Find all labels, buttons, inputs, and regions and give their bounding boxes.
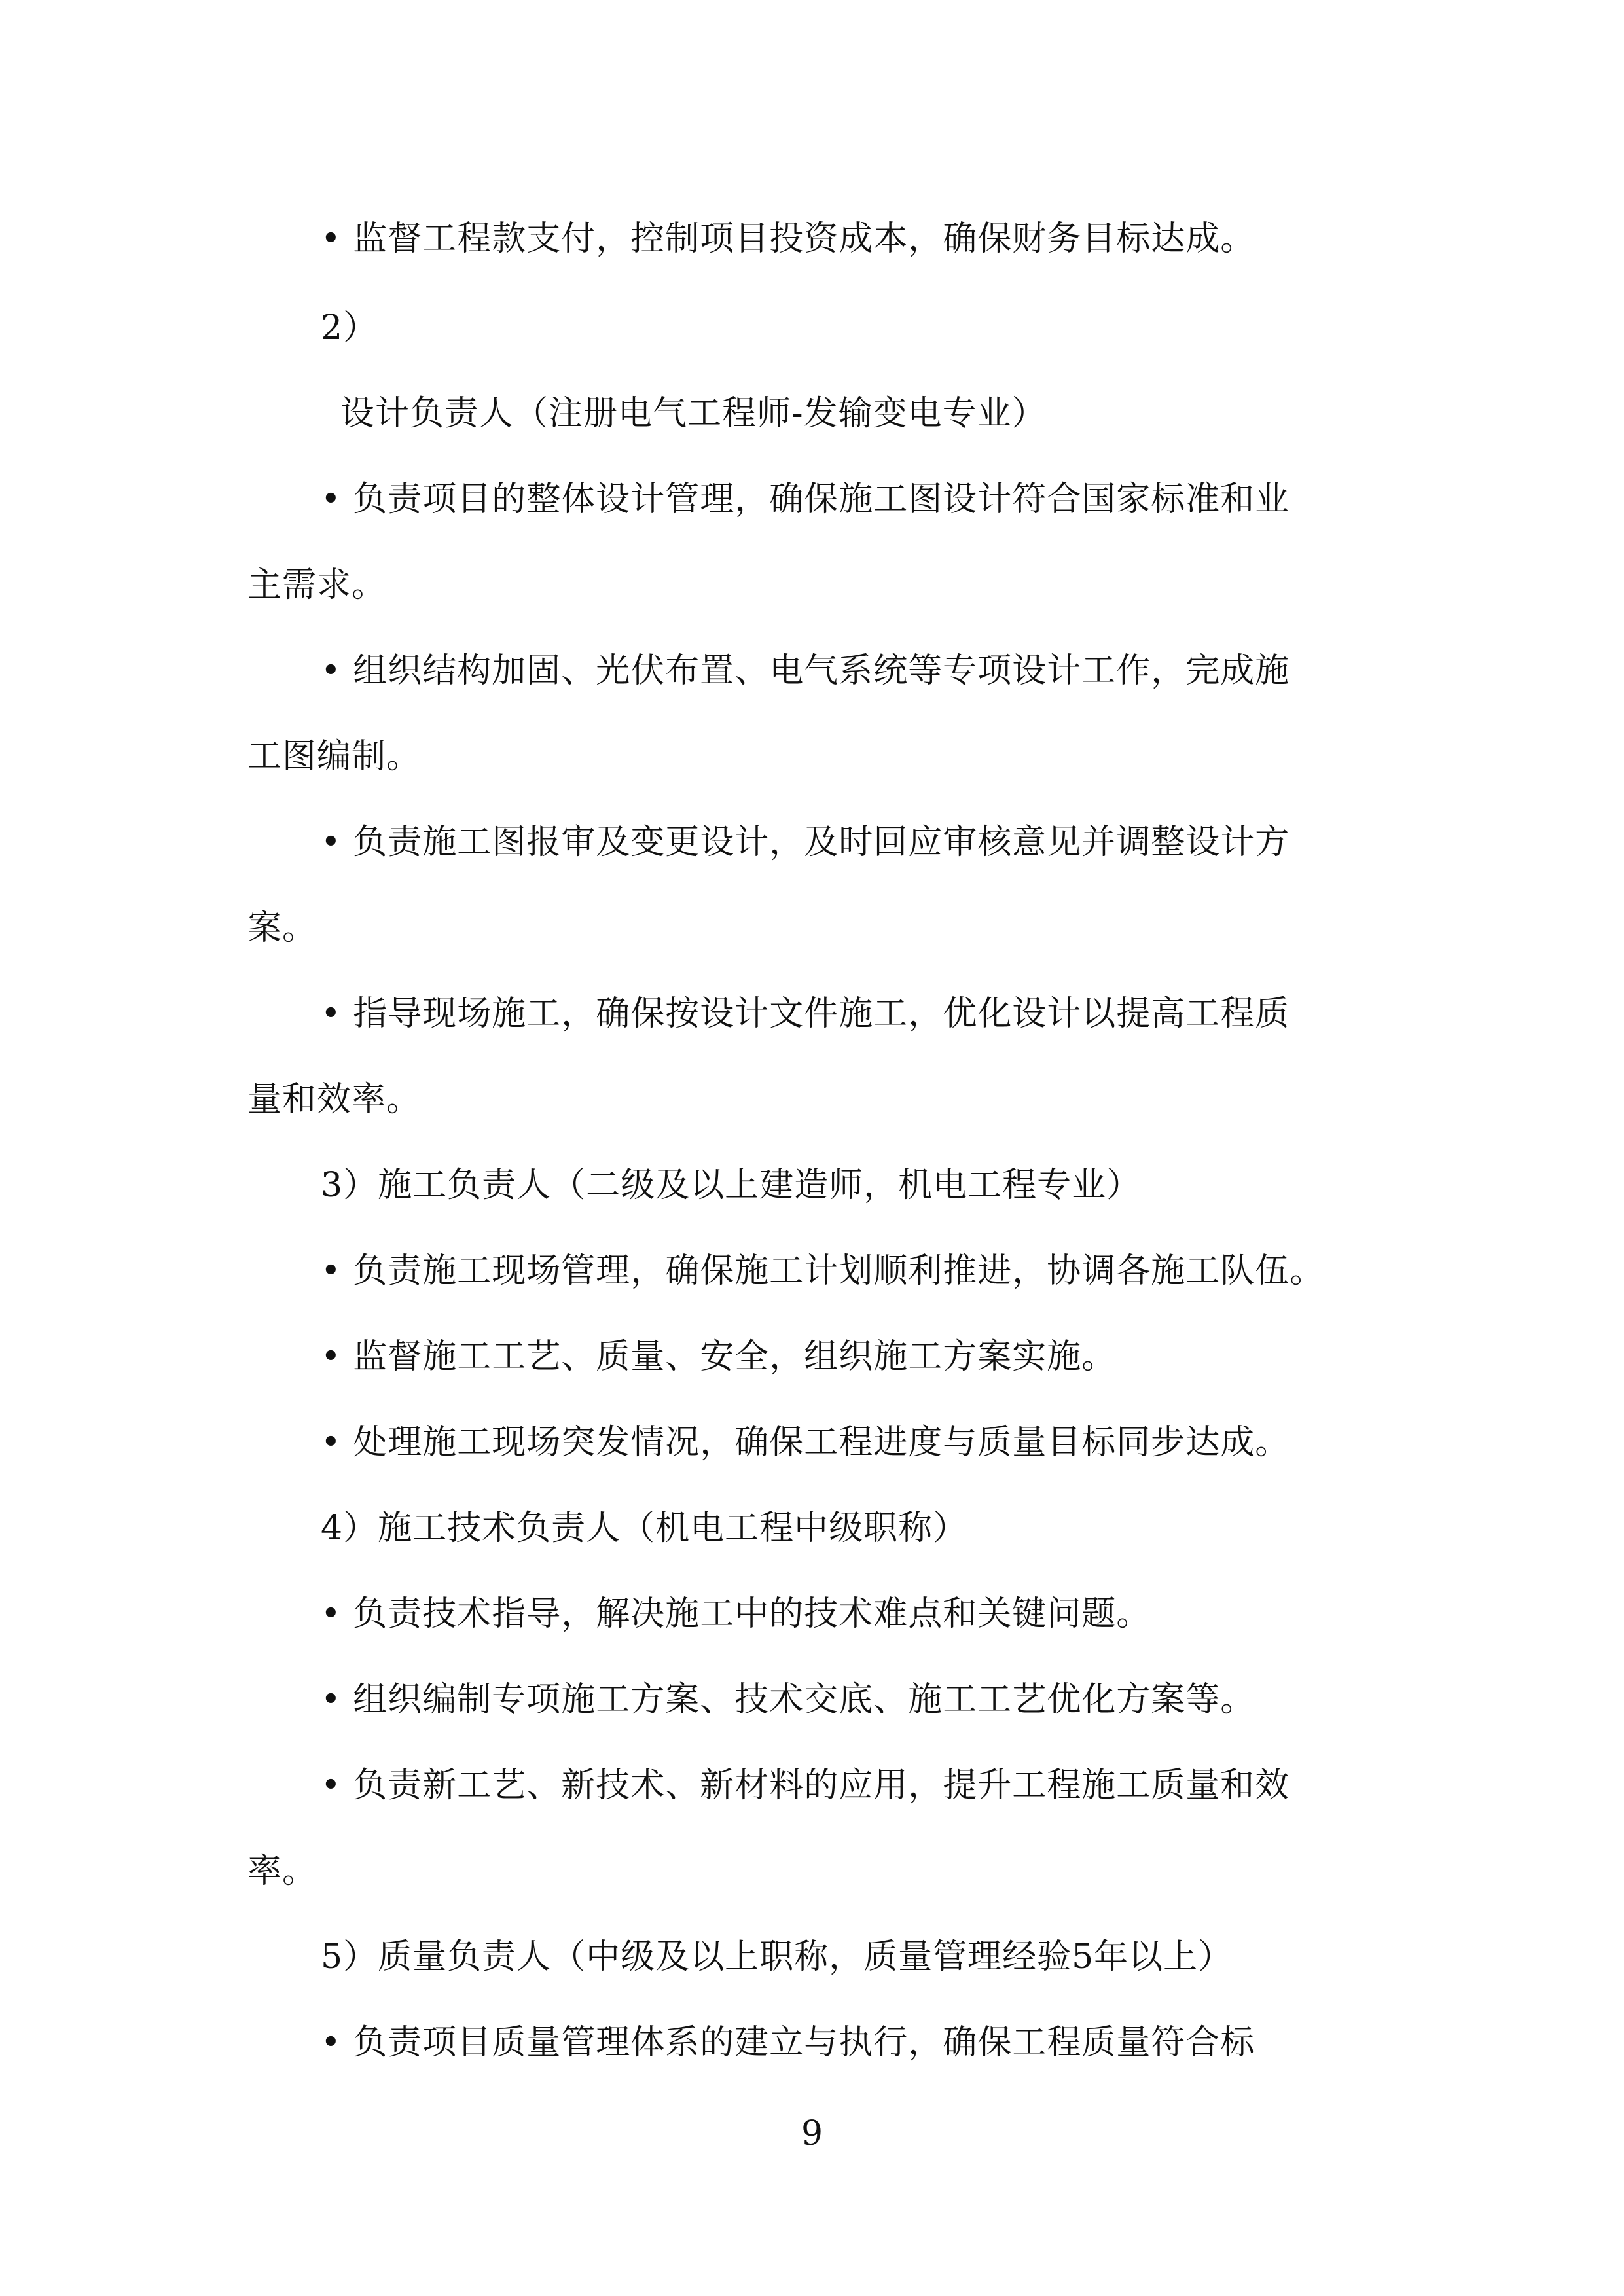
quality-bullet-1: • 负责项目质量管理体系的建立与执行，确保工程质量符合标 <box>321 2023 1255 2062</box>
technical-bullet-3-cont: 率。 <box>247 1852 317 1891</box>
design-bullet-2: • 组织结构加固、光伏布置、电气系统等专项设计工作，完成施 <box>321 651 1290 691</box>
page-number: 9 <box>801 2114 823 2153</box>
technical-bullet-1: • 负责技术指导，解决施工中的技术难点和关键问题。 <box>321 1594 1151 1634</box>
design-bullet-3-cont: 案。 <box>247 908 317 948</box>
technical-bullet-3: • 负责新工艺、新技术、新材料的应用，提升工程施工质量和效 <box>321 1766 1290 1805</box>
design-bullet-4-cont: 量和效率。 <box>247 1080 422 1119</box>
section-5-heading: 5）质量负责人（中级及以上职称，质量管理经验5年以上） <box>321 1937 1233 1977</box>
section-4-heading: 4）施工技术负责人（机电工程中级职称） <box>321 1509 968 1548</box>
design-bullet-2-cont: 工图编制。 <box>247 737 422 776</box>
construction-bullet-1: • 负责施工现场管理，确保施工计划顺利推进，协调各施工队伍。 <box>321 1251 1325 1291</box>
design-bullet-4: • 指导现场施工，确保按设计文件施工，优化设计以提高工程质 <box>321 994 1290 1033</box>
construction-bullet-2: • 监督施工工艺、质量、安全，组织施工方案实施。 <box>321 1337 1117 1376</box>
section-2-heading: 设计负责人（注册电气工程师-发输变电专业） <box>340 394 1047 433</box>
construction-bullet-3: • 处理施工现场突发情况，确保工程进度与质量目标同步达成。 <box>321 1423 1290 1462</box>
section-2-number: 2） <box>321 308 378 348</box>
bullet-finance: • 监督工程款支付，控制项目投资成本，确保财务目标达成。 <box>321 219 1255 259</box>
section-3-heading: 3）施工负责人（二级及以上建造师，机电工程专业） <box>321 1166 1142 1205</box>
design-bullet-1: • 负责项目的整体设计管理，确保施工图设计符合国家标准和业 <box>321 480 1290 519</box>
design-bullet-1-cont: 主需求。 <box>247 565 387 605</box>
design-bullet-3: • 负责施工图报审及变更设计，及时回应审核意见并调整设计方 <box>321 823 1290 862</box>
technical-bullet-2: • 组织编制专项施工方案、技术交底、施工工艺优化方案等。 <box>321 1680 1255 1719</box>
